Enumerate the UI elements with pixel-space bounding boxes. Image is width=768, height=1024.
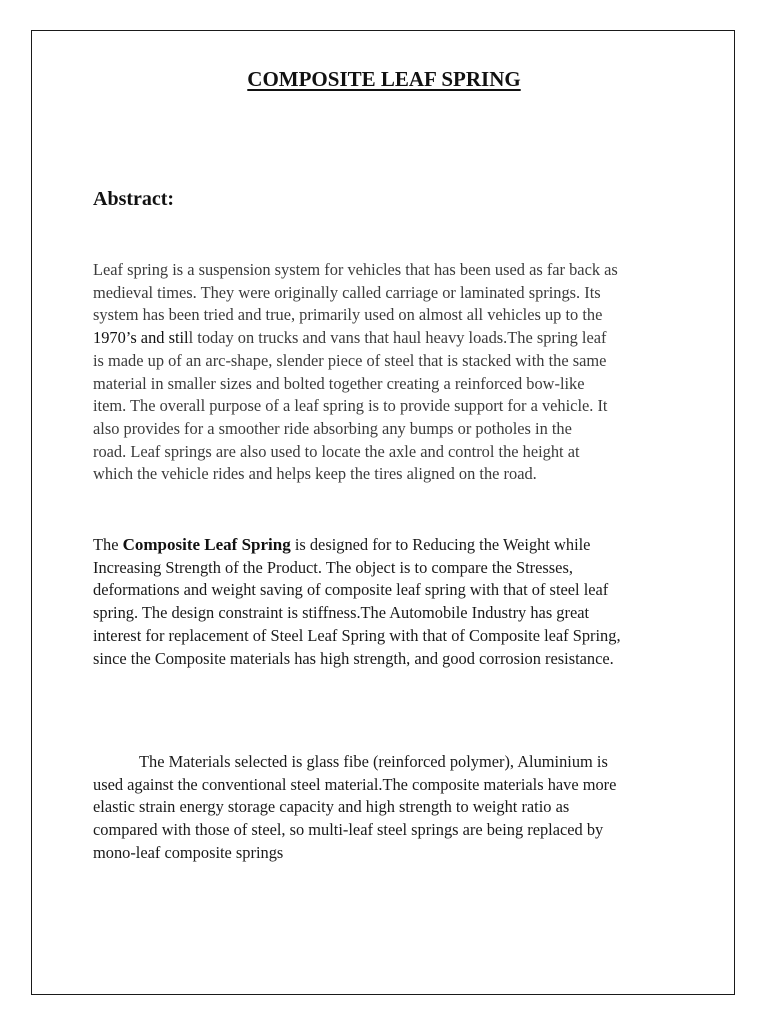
document-title: COMPOSITE LEAF SPRING bbox=[247, 67, 521, 91]
paragraph-1-line: road. Leaf springs are also used to locate the axle and control the height at bbox=[93, 441, 580, 461]
paragraph-1-line: medieval times. They were originally called carriage or laminated springs. Its bbox=[93, 282, 601, 302]
paragraph-1-line: which the vehicle rides and helps keep the tires aligned on the road. bbox=[93, 464, 537, 484]
paragraph-1-line: also provides for a smoother ride absorbing any bumps or potholes in the bbox=[93, 418, 572, 438]
paragraph-2-line bbox=[93, 534, 683, 557]
paragraph-3-line: elastic strain energy storage capacity and high strength to weight ratio as bbox=[93, 797, 570, 817]
paragraph-1-line: material in smaller sizes and bolted together creating a reinforced bow-like bbox=[93, 373, 585, 393]
paragraph-1-fragment: l today on trucks and vans that haul heavy loads.The spring leaf bbox=[188, 328, 607, 348]
paragraph-1-line: Leaf spring is a suspension system for vehicles that has been used as far back as bbox=[93, 260, 618, 279]
paragraph-1-line: system has been tried and true, primarily used on almost all vehicles up to the bbox=[93, 305, 603, 325]
paragraph-1-dark-fragment: 1970’s and stil bbox=[93, 328, 189, 348]
paragraph-2-line: deformations and weight saving of composite leaf spring with that of steel leaf bbox=[93, 580, 609, 600]
paragraph-2 bbox=[93, 534, 683, 670]
bold-term: Composite Leaf Spring bbox=[122, 535, 291, 554]
paragraph-1-line: is made up of an arc-shape, slender piece of steel that is stacked with the same bbox=[93, 350, 607, 370]
paragraph-2-prefix: The bbox=[93, 535, 123, 554]
paragraph-2-line: interest for replacement of Steel Leaf Spring with that of Composite leaf Spring, bbox=[93, 625, 621, 645]
paragraph-3-line: mono-leaf composite springs bbox=[93, 842, 284, 862]
paragraph-2-line: since the Composite materials has high strength, and good corrosion resistance. bbox=[93, 648, 614, 668]
paragraph-1 bbox=[93, 259, 683, 486]
paragraph-3-line bbox=[93, 751, 683, 774]
paragraph-3-line: used against the conventional steel material.The composite materials have more bbox=[93, 774, 617, 794]
abstract-heading: Abstract: bbox=[93, 188, 175, 210]
paragraph-2-first-line-rest: is designed for to Reducing the Weight while bbox=[290, 535, 591, 554]
paragraph-3-line: compared with those of steel, so multi-leaf steel springs are being replaced by bbox=[93, 820, 604, 840]
paragraph-3 bbox=[93, 751, 683, 865]
paragraph-2-line: Increasing Strength of the Product. The object is to compare the Stresses, bbox=[93, 557, 573, 577]
paragraph-3-first-line: The Materials selected is glass fibe (reinforced polymer), Aluminium is bbox=[139, 752, 608, 771]
paragraph-1-line bbox=[93, 327, 683, 350]
paragraph-2-line: spring. The design constraint is stiffness.The Automobile Industry has great bbox=[93, 603, 590, 623]
paragraph-1-line: item. The overall purpose of a leaf spring is to provide support for a vehicle. It bbox=[93, 396, 608, 416]
